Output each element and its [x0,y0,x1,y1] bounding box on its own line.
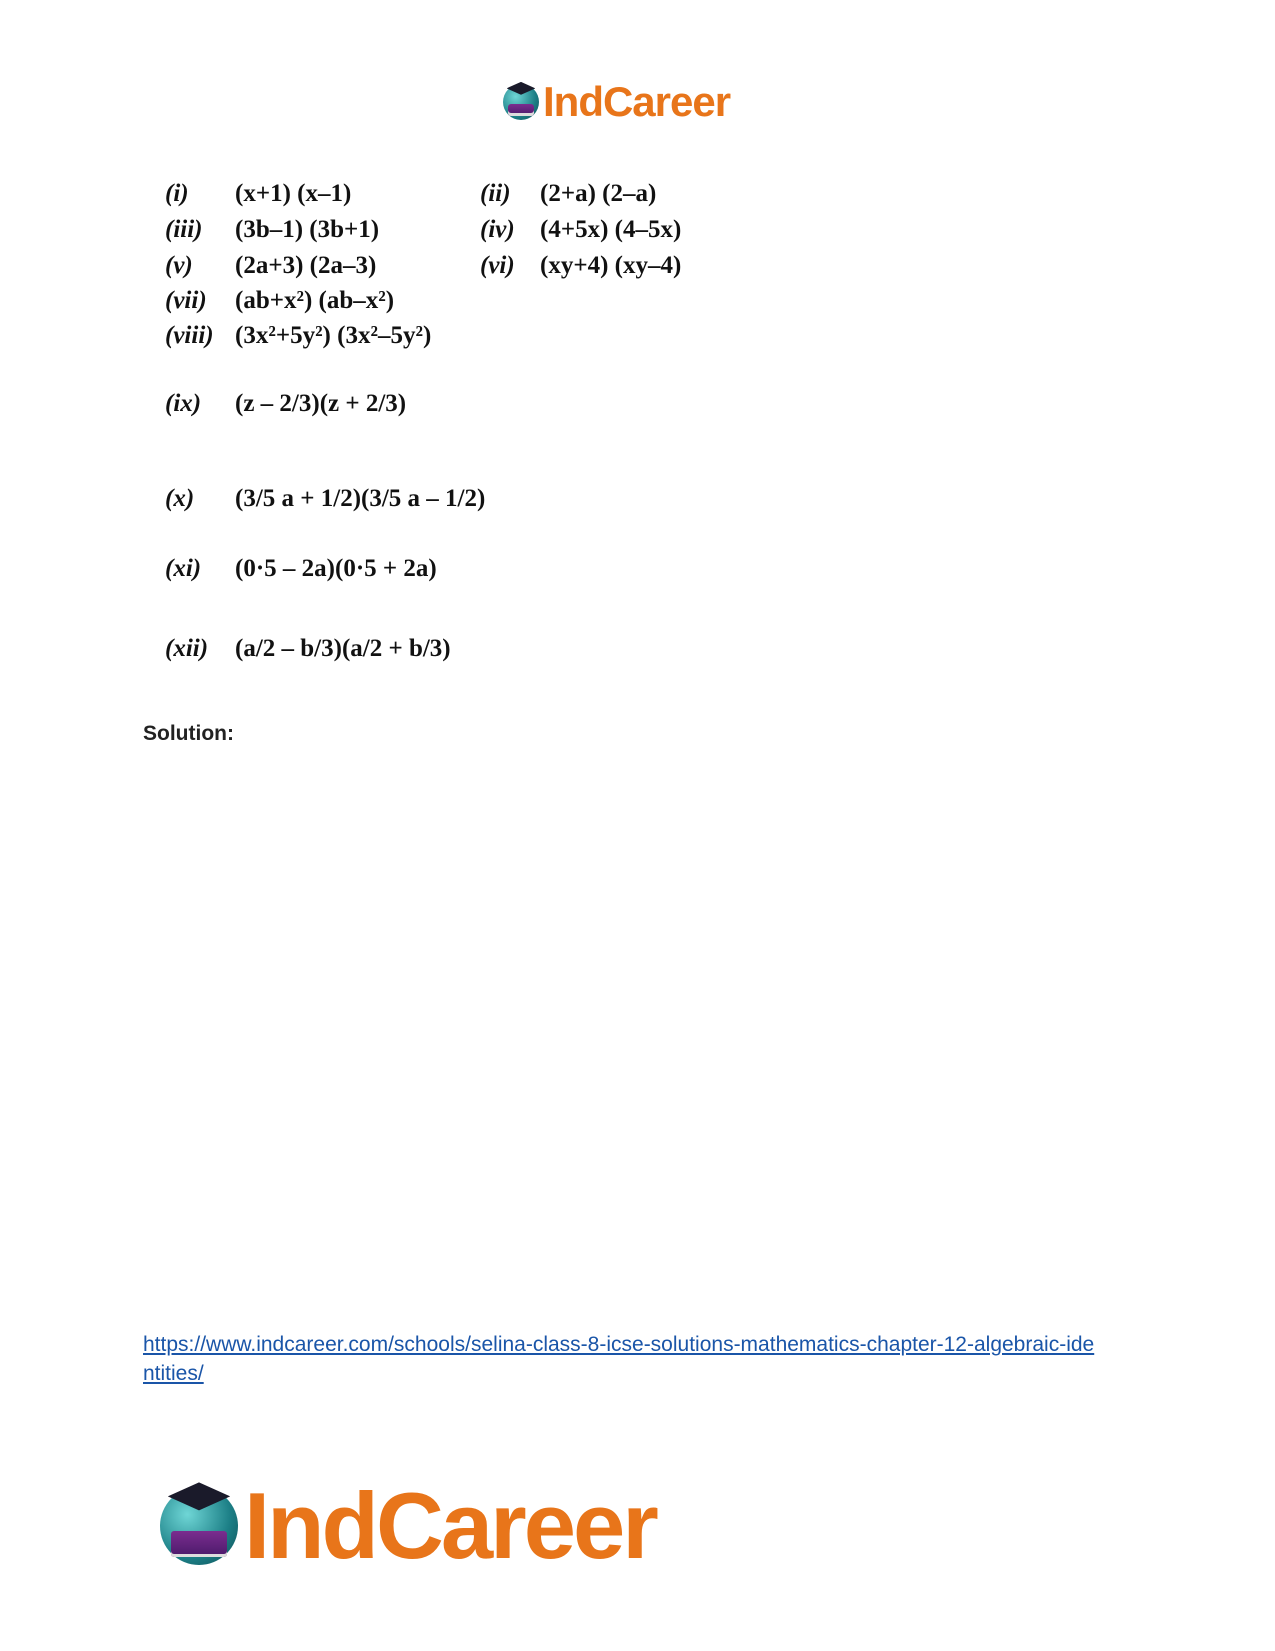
problem-expression: (3b–1) (3b+1) [235,216,380,243]
problem-label: (ii) [480,180,511,207]
source-link[interactable]: https://www.indcareer.com/schools/selina-class-8-icse-solutions-mathematics-chapter-12-algebraic-identities/ [143,1333,1095,1385]
problem-expression: (z – 2/3)(z + 2/3) [235,390,407,417]
problem-label: (iii) [165,216,203,243]
problem-label: (xii) [165,635,209,662]
problem-expression: (a/2 – b/3)(a/2 + b/3) [235,635,451,662]
problem-expression: (xy+4) (xy–4) [540,252,682,279]
footer-logo [160,1472,656,1580]
problem-label: (x) [165,485,195,512]
problem-label: (vi) [480,252,515,279]
problem-label: (v) [165,252,193,279]
globe-logo-icon [160,1487,238,1565]
problem-label: (i) [165,180,189,207]
problem-expression: (2a+3) (2a–3) [235,252,377,279]
problem-label: (viii) [165,322,214,349]
problem-expression: (ab+x²) (ab–x²) [235,287,395,314]
problem-expression: (0·5 – 2a)(0·5 + 2a) [235,555,437,582]
problem-label: (iv) [480,216,515,243]
problem-expression: (2+a) (2–a) [540,180,657,207]
problem-expression: (x+1) (x–1) [235,180,352,207]
footer-logo-text: IndCareer [244,1473,656,1578]
problem-expression: (3x²+5y²) (3x²–5y²) [235,322,432,349]
globe-logo-icon [503,84,539,120]
problem-expression: (3/5 a + 1/2)(3/5 a – 1/2) [235,485,486,512]
problem-label: (ix) [165,390,202,417]
problem-label: (xi) [165,555,202,582]
problem-expression: (4+5x) (4–5x) [540,216,682,243]
header-logo-text: IndCareer [543,78,731,125]
problem-label: (vii) [165,287,207,314]
header-logo [503,78,730,126]
solution-heading: Solution: [143,722,234,745]
